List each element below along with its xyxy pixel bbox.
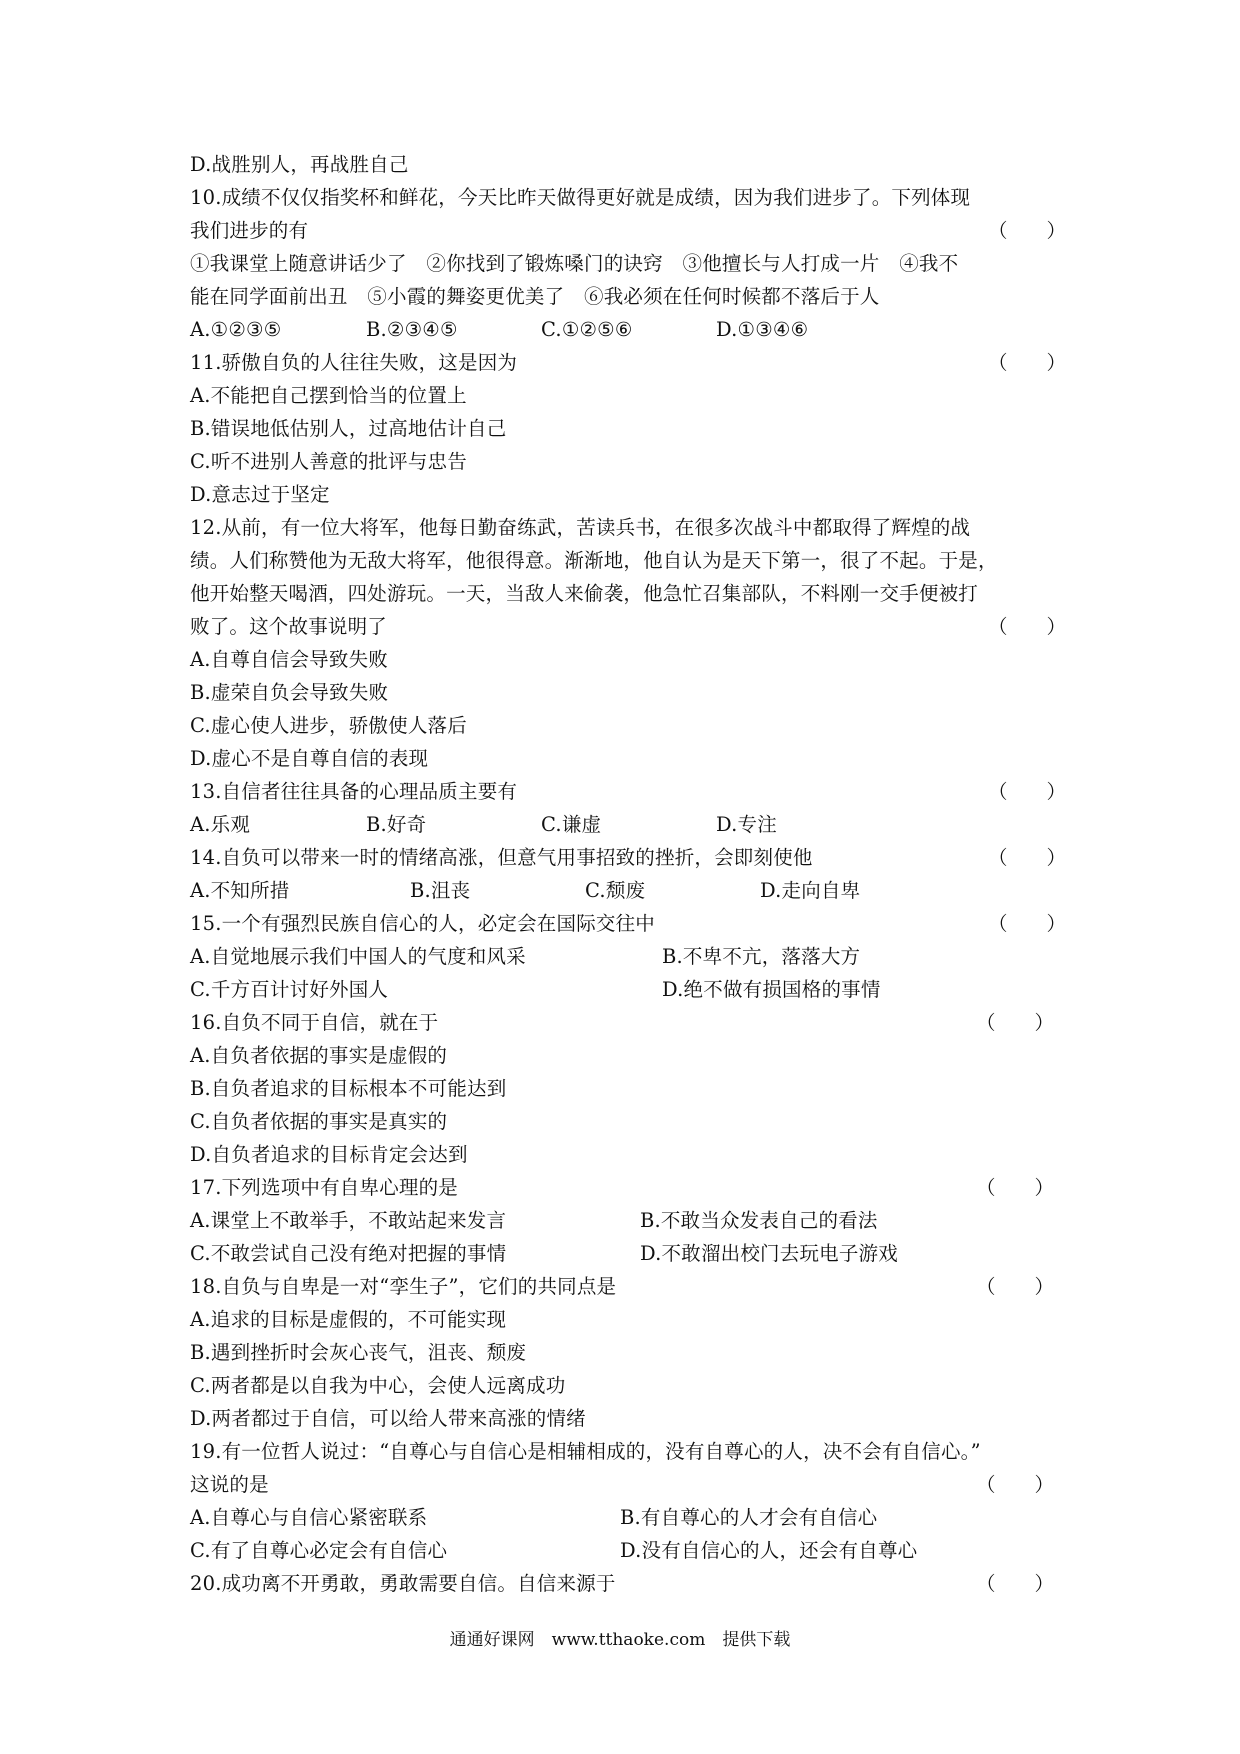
page-footer: 通通好课网 www.tthaoke.com 提供下载 (449, 1630, 791, 1650)
q12-answer-blank: （ ） (988, 615, 1067, 638)
q13-option-d: D.专注 (716, 813, 777, 836)
q18-stem: 18.自负与自卑是一对“孪生子”，它们的共同点是 (190, 1275, 617, 1298)
q10-answer-blank: （ ） (988, 219, 1067, 242)
q16-option-d: D.自负者追求的目标肯定会达到 (190, 1143, 468, 1166)
q12-stem-line1: 12.从前，有一位大将军，他每日勤奋练武，苦读兵书，在很多次战斗中都取得了辉煌的战 (190, 516, 971, 539)
q17-option-a: A.课堂上不敢举手，不敢站起来发言 (190, 1209, 507, 1232)
q13-option-a: A.乐观 (190, 813, 251, 836)
q15-option-a: A.自觉地展示我们中国人的气度和风采 (190, 945, 526, 968)
q10-option-a: A.①②③⑤ (190, 318, 282, 341)
q10-stem-line1: 10.成绩不仅仅指奖杯和鲜花，今天比昨天做得更好就是成绩，因为我们进步了。下列体现 (190, 186, 971, 209)
q14-option-c: C.颓废 (585, 879, 646, 902)
q18-option-b: B.遇到挫折时会灰心丧气，沮丧、颓废 (190, 1341, 527, 1364)
q12-option-d: D.虚心不是自尊自信的表现 (190, 747, 429, 770)
q11-option-b: B.错误地低估别人，过高地估计自己 (190, 417, 507, 440)
q16-option-a: A.自负者依据的事实是虚假的 (190, 1044, 448, 1067)
q11-option-d: D.意志过于坚定 (190, 483, 330, 506)
q10-option-d: D.①③④⑥ (716, 318, 809, 341)
q19-stem-line1: 19.有一位哲人说过：“自尊心与自信心是相辅相成的，没有自尊心的人，决不会有自信心。” (190, 1440, 981, 1463)
q18-answer-blank: （ ） (976, 1275, 1055, 1298)
q14-stem: 14.自负可以带来一时的情绪高涨，但意气用事招致的挫折，会即刻使他 (190, 846, 813, 869)
q10-statements-line2: 能在同学面前出丑 ⑤小霞的舞姿更优美了 ⑥我必须在任何时候都不落后于人 (190, 285, 880, 308)
q16-option-c: C.自负者依据的事实是真实的 (190, 1110, 448, 1133)
q12-stem-line3: 他开始整天喝酒，四处游玩。一天，当敌人来偷袭，他急忙召集部队，不料刚一交手便被打 (190, 582, 979, 605)
q17-answer-blank: （ ） (976, 1176, 1055, 1199)
q13-stem: 13.自信者往往具备的心理品质主要有 (190, 780, 518, 803)
q12-option-a: A.自尊自信会导致失败 (190, 648, 388, 671)
q10-stem-line2: 我们进步的有 (190, 219, 309, 242)
q14-option-d: D.走向自卑 (760, 879, 861, 902)
q19-option-c: C.有了自尊心必定会有自信心 (190, 1539, 448, 1562)
q20-answer-blank: （ ） (976, 1572, 1055, 1595)
q19-option-a: A.自尊心与自信心紧密联系 (190, 1506, 428, 1529)
q12-option-b: B.虚荣自负会导致失败 (190, 681, 389, 704)
q11-stem: 11.骄傲自负的人往往失败，这是因为 (190, 351, 518, 374)
q12-stem-line2: 绩。人们称赞他为无敌大将军，他很得意。渐渐地，他自认为是天下第一，很了不起。于是， (190, 549, 998, 572)
q17-option-d: D.不敢溜出校门去玩电子游戏 (640, 1242, 898, 1265)
q20-stem: 20.成功离不开勇敢，勇敢需要自信。自信来源于 (190, 1572, 616, 1595)
q15-stem: 15.一个有强烈民族自信心的人，必定会在国际交往中 (190, 912, 656, 935)
q15-option-c: C.千方百计讨好外国人 (190, 978, 389, 1001)
q17-option-b: B.不敢当众发表自己的看法 (640, 1209, 878, 1232)
q19-option-b: B.有自尊心的人才会有自信心 (620, 1506, 878, 1529)
q14-option-b: B.沮丧 (410, 879, 471, 902)
q13-answer-blank: （ ） (988, 780, 1067, 803)
q11-answer-blank: （ ） (988, 351, 1067, 374)
q15-option-d: D.绝不做有损国格的事情 (662, 978, 881, 1001)
q12-option-c: C.虚心使人进步，骄傲使人落后 (190, 714, 467, 737)
q18-option-a: A.追求的目标是虚假的，不可能实现 (190, 1308, 507, 1331)
q15-option-b: B.不卑不亢，落落大方 (662, 945, 861, 968)
q19-option-d: D.没有自信心的人，还会有自尊心 (620, 1539, 918, 1562)
q14-answer-blank: （ ） (988, 846, 1067, 869)
q12-stem-line4: 败了。这个故事说明了 (190, 615, 388, 638)
q15-answer-blank: （ ） (988, 912, 1067, 935)
q16-option-b: B.自负者追求的目标根本不可能达到 (190, 1077, 507, 1100)
q16-answer-blank: （ ） (976, 1011, 1055, 1034)
q10-option-b: B.②③④⑤ (366, 318, 458, 341)
q10-option-c: C.①②⑤⑥ (541, 318, 633, 341)
q10-statements-line1: ①我课堂上随意讲话少了 ②你找到了锻炼嗓门的诀窍 ③他擅长与人打成一片 ④我不 (190, 252, 959, 275)
q19-stem-line2: 这说的是 (190, 1473, 269, 1496)
q13-option-b: B.好奇 (366, 813, 427, 836)
q17-stem: 17.下列选项中有自卑心理的是 (190, 1176, 459, 1199)
q9-option-d: D.战胜别人，再战胜自己 (190, 153, 409, 176)
q11-option-a: A.不能把自己摆到恰当的位置上 (190, 384, 467, 407)
q11-option-c: C.听不进别人善意的批评与忠告 (190, 450, 467, 473)
q18-option-d: D.两者都过于自信，可以给人带来高涨的情绪 (190, 1407, 586, 1430)
q18-option-c: C.两者都是以自我为中心，会使人远离成功 (190, 1374, 566, 1397)
q19-answer-blank: （ ） (976, 1473, 1055, 1496)
q17-option-c: C.不敢尝试自己没有绝对把握的事情 (190, 1242, 507, 1265)
q14-option-a: A.不知所措 (190, 879, 290, 902)
q16-stem: 16.自负不同于自信，就在于 (190, 1011, 439, 1034)
q13-option-c: C.谦虚 (541, 813, 602, 836)
